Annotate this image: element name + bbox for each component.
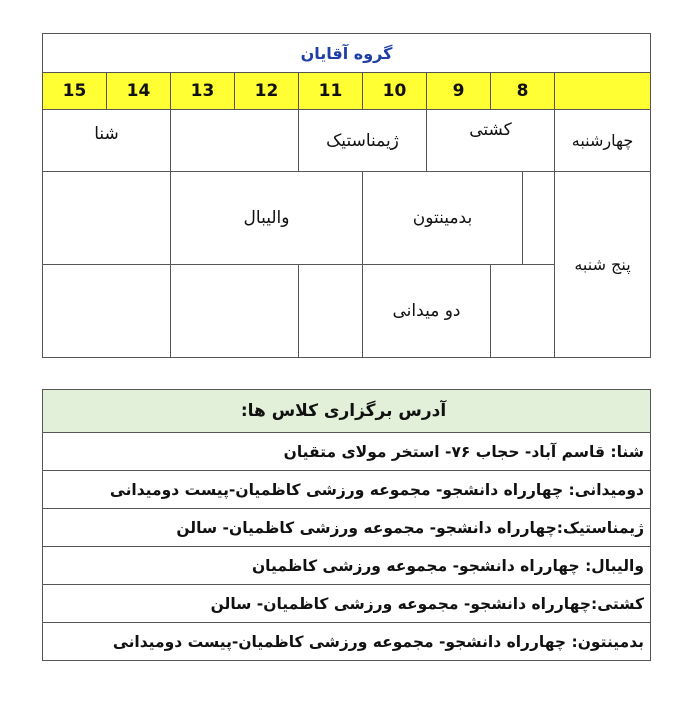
hour-header-14: 14 bbox=[107, 73, 171, 110]
thursday-empty-cell bbox=[491, 265, 555, 358]
thursday-empty-cell bbox=[43, 265, 171, 358]
address-row-track: دومیدانی: چهارراه دانشجو- مجموعه ورزشی کاظمیان-پیست دومیدانی bbox=[43, 471, 651, 509]
address-table bbox=[42, 389, 651, 661]
thursday-track-cell: دو میدانی bbox=[363, 265, 491, 358]
thursday-volleyball-cell: والیبال bbox=[171, 172, 363, 265]
thursday-empty-cell bbox=[523, 172, 555, 265]
thursday-badminton-cell: بدمینتون bbox=[363, 172, 523, 265]
address-row-wrestling: کشتی:چهارراه دانشجو- مجموعه ورزشی کاظمیان- سالن bbox=[43, 585, 651, 623]
address-header: آدرس برگزاری کلاس ها: bbox=[43, 390, 651, 433]
hour-header-blank bbox=[555, 73, 651, 110]
hour-header-13: 13 bbox=[171, 73, 235, 110]
address-row-swimming: شنا: قاسم آباد- حجاب ۷۶- استخر مولای متقیان bbox=[43, 433, 651, 471]
day-thursday: پنج شنبه bbox=[555, 172, 651, 358]
wednesday-gymnastics-cell: ژیمناستیک bbox=[299, 110, 427, 172]
address-row-volleyball: والیبال: چهارراه دانشجو- مجموعه ورزشی کاظمیان bbox=[43, 547, 651, 585]
hour-header-11: 11 bbox=[299, 73, 363, 110]
schedule-title: گروه آقایان bbox=[43, 34, 651, 73]
thursday-empty-cell bbox=[299, 265, 363, 358]
hour-header-15: 15 bbox=[43, 73, 107, 110]
wednesday-swimming-cell: شنا bbox=[43, 110, 171, 172]
address-row-gymnastics: ژیمناستیک:چهارراه دانشجو- مجموعه ورزشی کاظمیان- سالن bbox=[43, 509, 651, 547]
thursday-empty-cell bbox=[171, 265, 299, 358]
address-row-badminton: بدمینتون: چهارراه دانشجو- مجموعه ورزشی کاظمیان-پیست دومیدانی bbox=[43, 623, 651, 661]
hour-header-9: 9 bbox=[427, 73, 491, 110]
hour-header-8: 8 bbox=[491, 73, 555, 110]
hour-header-10: 10 bbox=[363, 73, 427, 110]
schedule-table bbox=[42, 33, 651, 358]
day-wednesday: چهارشنبه bbox=[555, 110, 651, 172]
wednesday-empty-cell bbox=[171, 110, 299, 172]
wednesday-wrestling-cell: کشتی bbox=[427, 110, 555, 172]
thursday-empty-cell bbox=[43, 172, 171, 265]
hour-header-12: 12 bbox=[235, 73, 299, 110]
